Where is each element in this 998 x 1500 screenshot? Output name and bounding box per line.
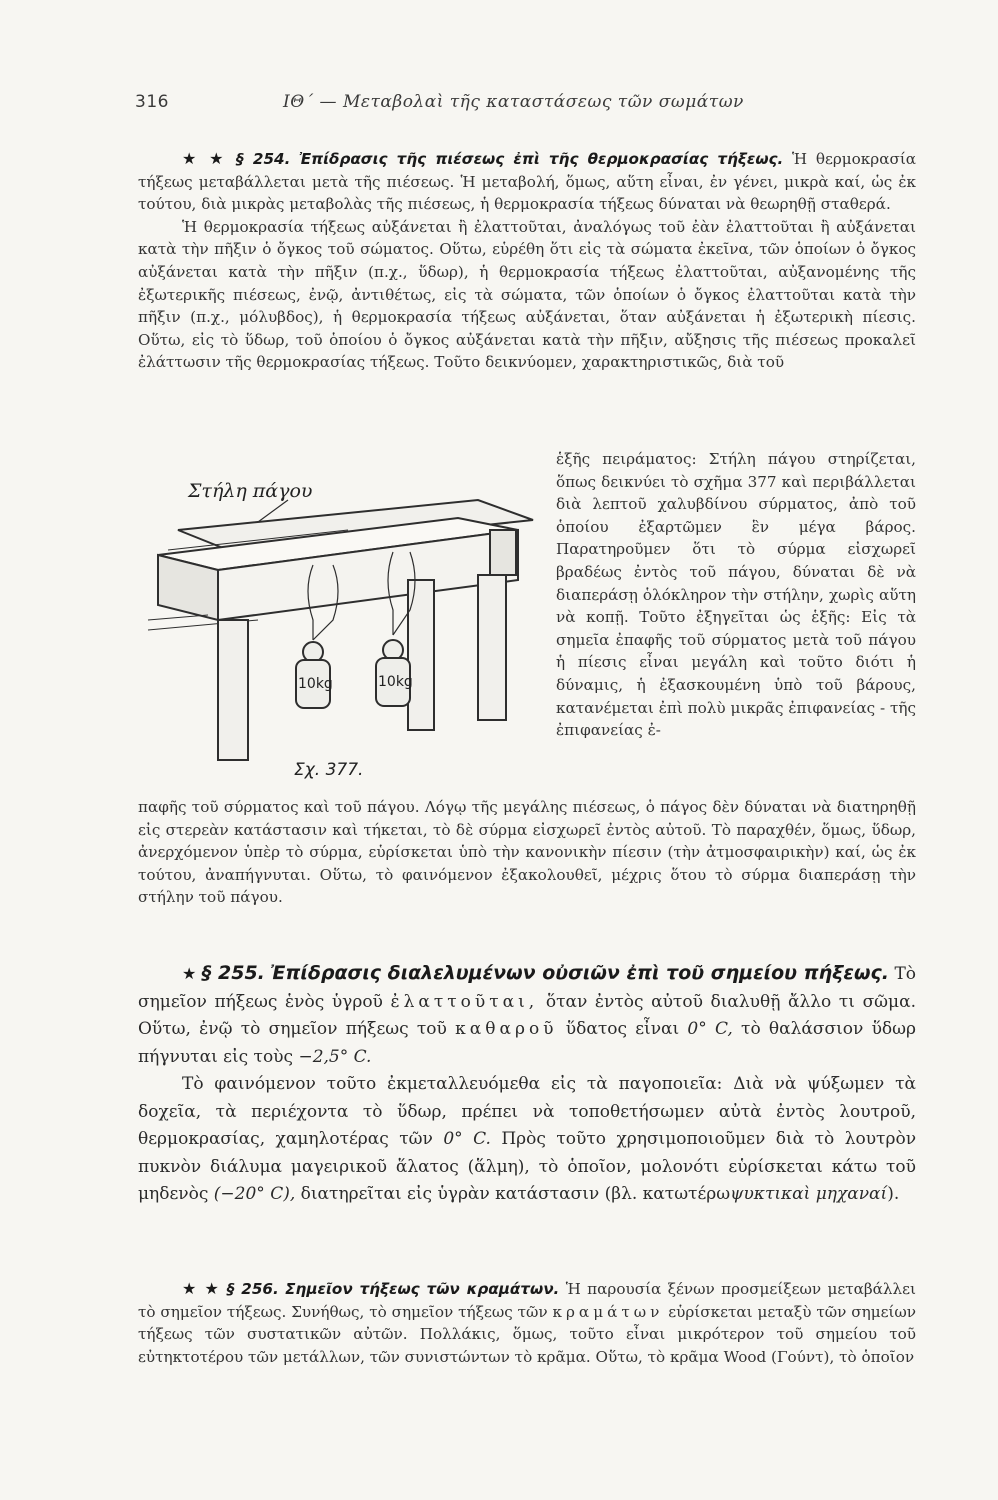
- section-254-intro: [138, 148, 916, 374]
- section-254-end: [138, 796, 916, 909]
- weight-label-right: 10kg: [378, 674, 413, 690]
- paragraph: παφῆς τοῦ σύρματος καὶ τοῦ πάγου. Λόγῳ τῆς μεγάλης πιέσεως, ὁ πάγος δὲν δύναται νὰ διατηρηθῇ εἰς στερεὰν κατάστασιν καὶ τήκεται, τὸ δὲ σύρμα εἰσχωρεῖ ἐντὸς αὐτοῦ. Τὸ παραχθέν, ὅμως, ὕδωρ, ἀνερχόμενον ὑπὲρ τὸ σύρμα, εὑρίσκεται ὑπὸ τὴν κανονικὴν πίεσιν (τὴν ἀτμοσφαιρικὴν) καί, ὡς ἐκ τούτου, ἀναπήγνυται. Οὕτω, τὸ φαινόμενον ἐξακολουθεῖ, μέχρις ὅτου τὸ σύρμα διαπεράσῃ τὴν στήλην τοῦ πάγου.: [138, 798, 916, 907]
- section-title: Ἐπίδρασις τῆς πιέσεως ἐπὶ τῆς θερμοκρασίας τήξεως.: [299, 150, 784, 168]
- figure-label: Στήλη πάγου: [188, 480, 313, 502]
- text-run: ὕδατος εἶναι: [565, 1019, 680, 1039]
- text-run: Τὸ φαινόμενον τοῦτο ἐκμεταλλευόμεθα εἰς τὰ παγοποιεῖα: Διὰ νὰ ψύξωμεν τὰ δοχεῖα, τὰ περιέχοντα τὸ ὕδωρ, πρέπει νὰ τοποθετήσωμεν αὐτὰ ἐντὸς λουτροῦ, θερμοκρασίας, χαμηλοτέρας τῶν: [138, 1074, 916, 1149]
- section-number: § 255.: [201, 962, 265, 984]
- double-star-icon: ★ ★: [182, 1279, 221, 1298]
- paragraph: Ἡ θερμοκρασία τήξεως αὐξάνεται ἢ ἐλαττοῦται, ἀναλόγως τοῦ ἐὰν ἐλαττοῦται ἢ αὐξάνεται κατὰ τὴν πῆξιν ὁ ὄγκος τοῦ σώματος. Οὕτω, εὑρέθη ὅτι εἰς τὰ σώματα ἐκεῖνα, τῶν ὁποίων ὁ ὄγκος αὐξάνεται κατὰ τὴν πῆξιν (π.χ., ὕδωρ), ἡ θερμοκρασία τήξεως ἐλαττοῦται, αὐξανομένης τῆς ἐξωτερικῆς πιέσεως, ἐνῷ, ἀντιθέτως, εἰς τὰ σώματα, τῶν ὁποίων ὁ ὄγκος ἐλαττοῦται κατὰ τὴν πῆξιν (π.χ., μόλυβδος), ἡ θερμοκρασία τήξεως αὐξάνεται, ὅταν αὐξάνεται ἡ ἐξωτερικὴ πίεσις. Οὕτω, εἰς τὸ ὕδωρ, τοῦ ὁποίου ὁ ὄγκος αὐξάνεται κατὰ τὴν πῆξιν, αὔξησις τῆς πιέσεως προκαλεῖ ἐλάττωσιν τῆς θερμοκρασίας τήξεως. Τοῦτο δεικνύομεν, χαρακτηριστικῶς, διὰ τοῦ: [138, 217, 916, 372]
- text-run: τὸ θαλάσσιον ὕδωρ πήγνυται εἰς τοὺς: [138, 1019, 917, 1067]
- figure-side-text: [556, 448, 916, 742]
- emphasis-text: καθαροῦ: [455, 1019, 558, 1039]
- text-run: ).: [887, 1184, 900, 1204]
- section-255: [138, 960, 916, 1209]
- paragraph: Ἡ θερμοκρασία τήξεως μεταβάλλεται μετὰ τῆς πιέσεως. Ἡ μεταβολή, ὅμως, αὕτη εἶναι, ἐν γένει, μικρὰ καί, ὡς ἐκ τούτου, διὰ μικρὰς μεταβολὰς τῆς πιέσεως, ἡ θερμοκρασία τήξεως δύναται νὰ θεωρηθῇ σταθερά.: [138, 150, 917, 214]
- double-star-icon: ★ ★: [182, 149, 228, 168]
- emphasis-text: ἐλαττοῦται,: [390, 991, 539, 1012]
- text-run: Ἡ παρουσία ξένων προσμείξεων μεταβάλλει τὸ σημεῖον τήξεως. Συνήθως, τὸ σημεῖον τήξεως τῶν: [138, 1280, 916, 1321]
- text-run: ὅταν ἐντὸς αὐτοῦ διαλυθῇ ἄλλο τι σῶμα. Οὕτω, ἐνῷ τὸ σημεῖον πήξεως τοῦ: [138, 991, 916, 1039]
- section-number: § 254.: [236, 150, 291, 168]
- weight-label-left: 10kg: [298, 676, 333, 692]
- star-icon: ★: [182, 964, 197, 983]
- emphasis-text: κραμάτων: [552, 1302, 664, 1321]
- section-title: Σημεῖον τήξεως τῶν κραμάτων.: [285, 1280, 560, 1298]
- section-number: § 256.: [226, 1280, 279, 1298]
- figure-caption: Σχ. 377.: [294, 760, 364, 780]
- temperature-value: (−20° C),: [213, 1184, 296, 1204]
- text-run: εὑρίσκεται μεταξὺ τῶν σημείων τήξεως τῶν συστατικῶν αὐτῶν. Πολλάκις, ὅμως, τοῦτο εἶναι μικρότερον τοῦ σημείου τοῦ εὐτηκτοτέρου τῶν μετάλλων, τῶν συνιστώντων τὸ κρᾶμα. Οὕτω, τὸ κρᾶμα Wood (Γούντ), τὸ ὁποῖον: [138, 1302, 917, 1366]
- temperature-value: −2,5° C.: [298, 1046, 372, 1067]
- paragraph: ἑξῆς πειράματος: Στήλη πάγου στηρίζεται, ὅπως δεικνύει τὸ σχῆμα 377 καὶ περιβάλλεται διὰ λεπτοῦ χαλυβδίνου σύρματος, ἀπὸ τοῦ ὁποίου ἐξαρτῶμεν ἓν μέγα βάρος. Παρατηροῦμεν ὅτι τὸ σύρμα εἰσχωρεῖ βραδέως ἐντὸς τοῦ πάγου, δύναται δὲ νὰ διαπεράσῃ ὁλόκληρον τὴν στήλην, χωρὶς αὕτη νὰ κοπῇ. Τοῦτο ἐξηγεῖται ὡς ἑξῆς: Εἰς τὰ σημεῖα ἐπαφῆς τοῦ σύρματος μετὰ τοῦ πάγου ἡ πίεσις εἶναι μεγάλη καὶ τοῦτο διότι ἡ δύναμις, ἡ ἐξασκουμένη ὑπὸ τοῦ βάρους, κατανέμεται ἐπὶ πολὺ μικρᾶς ἐπιφανείας - τῆς ἐπιφανείας ἐ-: [556, 450, 916, 740]
- cross-reference: ψυκτικαὶ μηχαναί: [730, 1184, 888, 1204]
- ice-column-experiment-illustration: [138, 470, 538, 790]
- running-title: ΙΘ΄ — Μεταβολαὶ τῆς καταστάσεως τῶν σωμάτων: [283, 92, 744, 112]
- text-run: Πρὸς τοῦτο χρησιμοποιοῦμεν διὰ τὸ λουτρὸν πυκνὸν διάλυμα μαγειρικοῦ ἅλατος (ἅλμη), τὸ ὁποῖον, μολονότι εὑρίσκεται κάτω τοῦ μηδενὸς: [138, 1129, 917, 1204]
- figure-377: [138, 470, 538, 790]
- section-256: [138, 1278, 916, 1368]
- temperature-value: 0° C.: [443, 1129, 491, 1149]
- temperature-value: 0° C,: [687, 1019, 733, 1039]
- section-title: Ἐπίδρασις διαλελυμένων οὐσιῶν ἐπὶ τοῦ σημείου πήξεως.: [270, 962, 889, 984]
- text-run: διατηρεῖται εἰς ὑγρὰν κατάστασιν (βλ. κατωτέρω: [300, 1184, 731, 1204]
- page-number: 316: [135, 92, 169, 112]
- text-run: Τὸ σημεῖον πήξεως ἑνὸς ὑγροῦ: [138, 964, 917, 1012]
